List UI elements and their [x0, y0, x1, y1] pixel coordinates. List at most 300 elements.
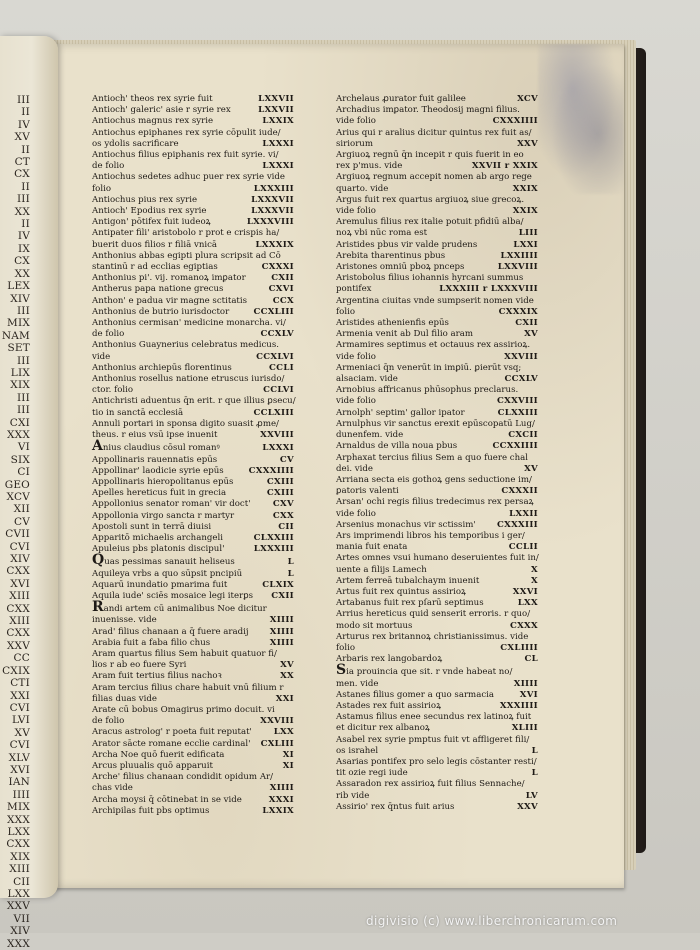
index-entry-folio: LXXIIII [500, 250, 538, 261]
index-entry [336, 723, 538, 734]
left-page-line: II [21, 218, 30, 231]
index-entry-text: Armenia venit ab Dul filio aram [336, 329, 473, 340]
index-entry [336, 632, 538, 643]
index-entry-text: vide folio [336, 116, 376, 127]
index-entry-text: chas vide [92, 783, 133, 794]
index-entry [92, 694, 294, 705]
index-entry [92, 705, 294, 716]
index-entry-folio: CXIII [266, 476, 294, 487]
index-entry-folio: CCXXIIII [492, 441, 538, 452]
left-page-line: XIII [9, 615, 30, 628]
index-entry-text: Anthonius rosellus natione etruscus iurisdo/ [92, 374, 285, 385]
index-entry [336, 363, 538, 374]
index-entry-text: Aram tercius filius chare habuit vnū filium r [92, 682, 284, 693]
index-entry-folio: LXXXIII r LXXXVIII [439, 284, 538, 295]
index-entry-folio: LXX [273, 727, 294, 738]
index-entry-folio: CXXXII [501, 486, 538, 497]
index-entry-text: folio [92, 183, 112, 194]
index-entry-text: vide folio [336, 206, 376, 217]
index-entry [92, 284, 294, 295]
index-entry-text: Aristones omniū pboꝝ pnceps [336, 262, 465, 273]
index-entry-folio: CXXXI [261, 262, 294, 273]
index-entry-folio: XIIII [269, 637, 294, 648]
index-entry [92, 374, 294, 385]
index-entry-text: Antioch' galeric' asie r syrie rex [92, 105, 231, 116]
left-page-line: II [21, 106, 30, 119]
index-entry-text: Arnulphus vir sanctus erexit epūscopatū Lug/ [336, 418, 535, 429]
index-entry-folio: LXXXI [262, 138, 294, 149]
index-entry [92, 385, 294, 396]
index-entry-text: Artabanus fuit rex pſarū septimus [336, 598, 484, 609]
index-entry-folio: CXX [272, 510, 294, 521]
index-entry [336, 441, 538, 452]
index-entry [92, 615, 294, 626]
index-entry-folio: XXVIII [260, 430, 294, 441]
index-entry-text: Argiuoꝝ regnum accepit nomen ab argo rege [336, 172, 532, 183]
index-entry-text: de folio [92, 161, 125, 172]
index-entry-text: folio [336, 306, 356, 317]
index-entry-text: Aram quartus filius Sem habuit quatuor fi/ [92, 648, 277, 659]
watermark: digivisio (c) www.liberchronicarum.com [366, 914, 618, 928]
index-entry [336, 509, 538, 520]
index-entry [92, 739, 294, 750]
index-entry-text: Appollinaris rauennatis epūs [92, 454, 218, 465]
index-entry [336, 307, 538, 318]
index-entry [336, 94, 538, 105]
index-entry-text: Arebita tharentinus pbus [336, 250, 446, 261]
index-entry-text: inuenisse. vide [92, 615, 157, 626]
index-entry [92, 499, 294, 510]
index-entry [336, 598, 538, 609]
index-entry [336, 735, 538, 746]
left-page-line: CT [14, 156, 30, 169]
index-entry-text: Arabia fuit a faba filio chus [92, 637, 211, 648]
index-entry [336, 690, 538, 701]
index-entry [336, 453, 538, 464]
left-page-line: IIII [12, 788, 30, 801]
left-page-line: XVI [10, 763, 30, 776]
index-entry-text: Anthonius de butrio iurisdoctor [92, 306, 230, 317]
index-entry [92, 716, 294, 727]
index-entry-folio: LXXXIII [253, 544, 294, 555]
index-entry [92, 105, 294, 116]
index-entry-folio: L [531, 768, 538, 779]
index-entry-text: Antipater fili' aristobolo r prot e crispis ha/ [92, 228, 280, 239]
index-entry [92, 649, 294, 660]
index-entry-text: Apostoli sunt in terrā diuisi [92, 521, 212, 532]
index-entry [92, 638, 294, 649]
left-page-line: II [21, 143, 30, 156]
left-page-line: CVI [9, 701, 30, 714]
index-entry-text: vide folio [336, 351, 376, 362]
index-entry-folio: XLIII [511, 723, 538, 734]
index-entry-folio: LXXXIII [253, 183, 294, 194]
index-entry-folio: XVI [519, 689, 538, 700]
left-page-line: CI [17, 466, 30, 479]
index-entry-text: Aristides athenienfis epūs [336, 318, 449, 329]
index-entry [336, 576, 538, 587]
index-entry [336, 662, 538, 679]
index-entry [336, 464, 538, 475]
index-entry [336, 296, 538, 307]
index-entry-folio: LXXXI [262, 443, 294, 454]
index-entry-folio: LV [525, 790, 538, 801]
index-entry-text: ꝑatoris valenti [336, 486, 399, 497]
index-entry-text: Aremulus filius rex italie potuit pfidiū alba/ [336, 217, 524, 228]
index-entry-folio: LXXIX [262, 805, 294, 816]
index-entry [92, 569, 294, 580]
index-entry-folio: XI [282, 749, 294, 760]
index-entry [336, 262, 538, 273]
index-entry [336, 340, 538, 351]
index-entry [336, 284, 538, 295]
index-entry [336, 768, 538, 779]
index-entry-folio: L [287, 568, 294, 579]
left-page-line: II [21, 180, 30, 193]
left-page-line: IV [17, 118, 30, 131]
index-entry-text: Arad' filius chanaan a q̄ fuere aradij [92, 626, 249, 637]
index-entry-text: Apelles hereticus fuit in grecia [92, 488, 227, 499]
index-entry-folio: XXXIIII [499, 700, 538, 711]
index-entry-folio: CL [524, 654, 538, 665]
left-page-line: CC [13, 652, 30, 665]
index-entry [336, 217, 538, 228]
left-page-line: CXI [9, 416, 30, 429]
index-entry-folio: LXXI [513, 239, 538, 250]
index-entry-text: Arrius hereticus quid senserit erroris. r quo/ [336, 609, 531, 620]
left-page-line: XX [14, 205, 30, 218]
left-page-line: XXV [6, 639, 30, 652]
left-page-line: XXX [6, 428, 30, 441]
left-page-line: CXX [6, 627, 30, 640]
index-entry-folio: CXII [515, 318, 538, 329]
index-column-left [92, 94, 294, 817]
index-entry-folio: CLXXIII [497, 407, 538, 418]
left-page-line: XCV [6, 491, 30, 503]
left-page-line: MIX [7, 317, 30, 330]
index-entry [92, 430, 294, 441]
index-entry [92, 195, 294, 206]
index-entry [92, 599, 294, 616]
index-entry-text: Archadius imꝑator. Theodosij magni filius. [336, 105, 520, 116]
index-entry-folio: LXXVII [258, 105, 294, 116]
left-page-line: XIV [10, 553, 30, 566]
index-entry-text: Arriana secta eis gothoꝝ gens seductione im/ [336, 474, 532, 485]
index-entry [92, 240, 294, 251]
index-entry-folio: XXXI [268, 794, 294, 805]
index-entry [92, 761, 294, 772]
index-entry-text: Archipilas fuit pbs optimus [92, 805, 210, 816]
index-entry-folio: CXV [272, 499, 294, 510]
left-page-line: CXX [6, 602, 30, 615]
index-entry-text: theus. r eius vsū ipse inuenit [92, 430, 218, 441]
index-entry-text: Apparitō michaelis archangeli [92, 532, 223, 543]
index-entry [336, 240, 538, 251]
index-entry-text: modo sit mortuus [336, 620, 413, 631]
index-entry-text: alsaciam. vide [336, 374, 398, 385]
index-entry [92, 408, 294, 419]
index-entry-text: siriorum [336, 138, 373, 149]
index-entry [92, 783, 294, 794]
index-entry [336, 565, 538, 576]
index-entry-text: mania fuit enata [336, 542, 408, 553]
index-entry-text: Appollinaris hieropolitanus epūs [92, 476, 234, 487]
index-entry [336, 172, 538, 183]
index-entry-text: Antiochus pius rex syrie [92, 194, 198, 205]
index-entry-text: Armeniaci q̄n venerūt in imꝑiū. ꝑierūt vsq; [336, 362, 522, 373]
index-entry-text: Artus fuit rex quintus assirioꝝ [336, 586, 467, 597]
left-page-line: III [16, 304, 30, 317]
index-entry [92, 727, 294, 738]
index-entry [336, 318, 538, 329]
index-entry-folio: LXXVIII [497, 262, 538, 273]
index-entry-text: Arphaxat tercius filius Sem a quo fuere chal [336, 452, 529, 463]
index-entry-text: Anius claudius cōsul romanꝰ [92, 438, 220, 455]
index-entry [336, 408, 538, 419]
index-entry-text: Artes omnes vsui humano deseruientes fuit in/ [336, 553, 539, 564]
index-entry-text: stantinū r ad ecclias egiptias [92, 262, 218, 273]
left-page-line: CXIX [2, 664, 30, 677]
index-entry-text: Aquileya vrbs a quo sūpsit pncipiū [92, 568, 243, 579]
index-entry-text: Anthonius abbas egipti plura scripsit ad Cō [92, 250, 281, 261]
index-entry-text: Arnaldus de villa noua pbus [336, 441, 458, 452]
index-entry [92, 161, 294, 172]
index-entry-text: Anthon' e padua vir magne sctitatis [92, 295, 248, 306]
index-entry [336, 228, 538, 239]
index-entry-text: Arator sācte romane ecclie cardinal' [92, 738, 251, 749]
left-page-line: III [16, 94, 30, 106]
index-entry [336, 621, 538, 632]
index-entry [92, 340, 294, 351]
index-entry-folio: CLXIX [262, 579, 294, 590]
left-page-line: LEX [7, 280, 30, 293]
left-page-line: IAN [8, 776, 30, 789]
index-entry-text: os ydolis sacrificare [92, 138, 179, 149]
index-entry [92, 772, 294, 783]
index-entry-folio: XX [280, 671, 294, 682]
index-entry-folio: LXXXIX [255, 239, 294, 250]
index-entry [92, 184, 294, 195]
index-entry-folio: CXXX [509, 620, 538, 631]
index-entry [336, 531, 538, 542]
left-page-line: CXX [6, 565, 30, 578]
index-entry-text: men. vide [336, 678, 379, 689]
index-entry [92, 172, 294, 183]
index-entry-text: Antiochus epiphanes rex syrie cōpulit iude/ [92, 127, 281, 138]
index-entry-text: filias duas vide [92, 693, 157, 704]
index-entry-text: Antioch' theos rex syrie fuit [92, 94, 213, 104]
index-entry-text: Arius qui r aralius dicitur quintus rex fuit as/ [336, 127, 532, 138]
left-page-line: CX [14, 255, 30, 268]
index-entry-folio: LXXXI [262, 161, 294, 172]
index-entry-text: Argiuoꝝ regnū q̄n incepit r quis fuerit in eo [336, 150, 524, 161]
index-entry [92, 750, 294, 761]
index-entry [336, 385, 538, 396]
index-entry-folio: CV [279, 454, 294, 465]
index-entry-text: Argus fuit rex quartus argiuoꝝ siue grecoꝝ. [336, 194, 525, 205]
left-page-line: CVI [9, 540, 30, 553]
index-entry [336, 486, 538, 497]
left-page-line: GEO [4, 478, 30, 491]
left-page-line: CII [13, 875, 30, 888]
index-entry [336, 419, 538, 430]
index-entry [336, 251, 538, 262]
index-entry [336, 587, 538, 598]
index-entry [92, 511, 294, 522]
left-page-line: III [16, 193, 30, 206]
left-page-line: XXX [6, 813, 30, 826]
index-entry-text: Arate cū bobus Omagirus primo docuit. vi [92, 704, 275, 715]
index-entry [336, 643, 538, 654]
index-entry-text: vide folio [336, 396, 376, 407]
index-entry-text: tio in sanctā ecclesiā [92, 407, 184, 418]
index-entry-text: Astamus filius enee secundus rex latinoꝝ fuit [336, 712, 532, 723]
page-stain [538, 44, 624, 194]
index-entry [336, 116, 538, 127]
index-entry-text: noꝝ vbi nūc roma est [336, 228, 428, 239]
left-page-line: VII [13, 912, 30, 925]
index-entry-text: rib vide [336, 790, 370, 801]
index-entry-text: Antiochus sedetes adhuc puer rex syrie vide [92, 172, 286, 183]
index-entry-text: uente a filijs Lamech [336, 564, 427, 575]
index-entry-text: et dicitur rex albanoꝝ [336, 723, 430, 734]
index-entry-folio: CCXLIII [253, 306, 294, 317]
index-entry [92, 591, 294, 602]
index-entry [92, 466, 294, 477]
index-entry [92, 580, 294, 591]
index-entry-folio: X [531, 575, 538, 586]
left-page-line: XXI [10, 689, 30, 702]
index-entry-text: Sia prouincia que sit. r vnde habeat no/ [336, 662, 513, 679]
index-entry-folio: LXXIX [262, 116, 294, 127]
index-entry [92, 533, 294, 544]
index-entry-text: buerit duos filios r filiā vnicā [92, 239, 218, 250]
left-page-line: XII [13, 503, 30, 516]
left-page-line: SIX [10, 453, 30, 466]
index-entry [336, 195, 538, 206]
left-page-line: MIX [7, 801, 30, 814]
index-entry-folio: CCXLV [504, 374, 538, 385]
index-entry [336, 746, 538, 757]
index-entry-text: de folio [92, 329, 125, 340]
index-entry-text: Arbaris rex langobardoꝝ [336, 654, 443, 665]
left-page-line: III [16, 404, 30, 417]
index-entry [92, 683, 294, 694]
index-entry-text: Archelaus ꝓurator fuit galilee [336, 94, 466, 104]
index-entry-text: Ars imprimendi libros his temporibus i ger/ [336, 530, 525, 541]
index-entry [336, 609, 538, 620]
left-page-line: XXV [6, 900, 30, 913]
left-page-line: CX [14, 168, 30, 181]
index-entry-folio: XI [282, 760, 294, 771]
index-entry [92, 627, 294, 638]
index-entry [92, 296, 294, 307]
index-entry [92, 116, 294, 127]
index-entry [336, 497, 538, 508]
index-entry [336, 542, 538, 553]
index-entry [92, 94, 294, 105]
index-entry [336, 273, 538, 284]
index-entry-folio: CCXLV [260, 329, 294, 340]
index-entry [336, 654, 538, 665]
index-entry-text: Assirio' rex q̄ntus fuit arius [336, 801, 455, 812]
index-entry-folio: CCLII [508, 542, 538, 553]
index-entry-folio: L [531, 745, 538, 756]
index-entry-folio: LXXXVIII [246, 217, 294, 228]
index-entry-text: Astanes filius gomer a quo sarmacia [336, 689, 495, 700]
index-entry-text: Armamires septimus et octauus rex assirioꝝ. [336, 340, 531, 351]
index-entry-folio: X [531, 564, 538, 575]
index-entry [92, 438, 294, 455]
left-page-line: LXX [7, 888, 30, 900]
index-entry [336, 128, 538, 139]
index-entry [336, 184, 538, 195]
left-page-line: III [16, 391, 30, 404]
index-entry-text: folio [336, 642, 356, 653]
index-entry [92, 552, 294, 569]
index-entry-text: Archa moysi q̄ cōtinebat in se vide [92, 794, 242, 805]
index-entry-text: Antiochus filius epiphanis rex fuit syrie. vi/ [92, 150, 279, 161]
index-entry-text: Arche' filius chanaan condidit opidum Ar/ [92, 772, 274, 783]
index-entry [336, 329, 538, 340]
index-entry-folio: XIIII [269, 783, 294, 794]
index-entry [336, 105, 538, 116]
left-page-fragments [0, 94, 58, 950]
left-page-line: XIV [10, 292, 30, 305]
left-page-line: VI [17, 441, 30, 454]
index-entry-folio: XV [280, 660, 294, 671]
left-page-line: LVI [11, 714, 30, 727]
index-entry [92, 128, 294, 139]
index-entry-text: Artem ferreā tubalchaym inuenit [336, 575, 480, 586]
index-entry [92, 251, 294, 262]
index-entry-text: Antichristi aduentus q̄n erit. r que illius ꝑsecu/ [92, 396, 296, 407]
index-entry [92, 477, 294, 488]
index-entry-text: Aristobolus filius iohannis hyrcani summus [336, 273, 524, 284]
index-entry-folio: LXXVII [258, 94, 294, 104]
index-entry-folio: LXXXVII [251, 194, 294, 205]
index-entry-folio: XIIII [269, 615, 294, 626]
index-entry-folio: CCLI [269, 362, 294, 373]
left-page-line: CVII [5, 528, 30, 541]
index-entry-text: Arnolph' septim' gallor ipator [336, 407, 465, 418]
left-page-line: LXX [7, 825, 30, 838]
index-entry [92, 455, 294, 466]
index-entry [336, 150, 538, 161]
index-entry-text: dei. vide [336, 463, 373, 474]
index-entry [92, 228, 294, 239]
index-entry-text: Anthonius pi'. vij. romanoꝝ imꝑator [92, 273, 246, 284]
index-entry-folio: CXVI [268, 284, 294, 295]
index-entry [336, 430, 538, 441]
index-entry [336, 791, 538, 802]
index-entry-folio: CXII [271, 590, 294, 601]
index-entry-text: Randi artem cū animalibus Noe dicitur [92, 599, 267, 616]
index-entry-text: vide [92, 351, 111, 362]
index-entry [92, 671, 294, 682]
index-entry-text: Appollinar' laodicie syrie epūs [92, 465, 224, 476]
index-entry-folio: XIIII [269, 626, 294, 637]
left-page-line: XX [14, 267, 30, 280]
index-entry [336, 161, 538, 172]
index-entry-folio: XXVIII [504, 351, 538, 362]
index-entry-folio: CXII [271, 273, 294, 284]
index-entry-text: de folio [92, 716, 125, 727]
left-page-line: NAM [1, 329, 30, 342]
index-entry [336, 701, 538, 712]
index-entry-folio: XXV [517, 138, 538, 149]
index-entry-folio: XXV [517, 801, 538, 812]
